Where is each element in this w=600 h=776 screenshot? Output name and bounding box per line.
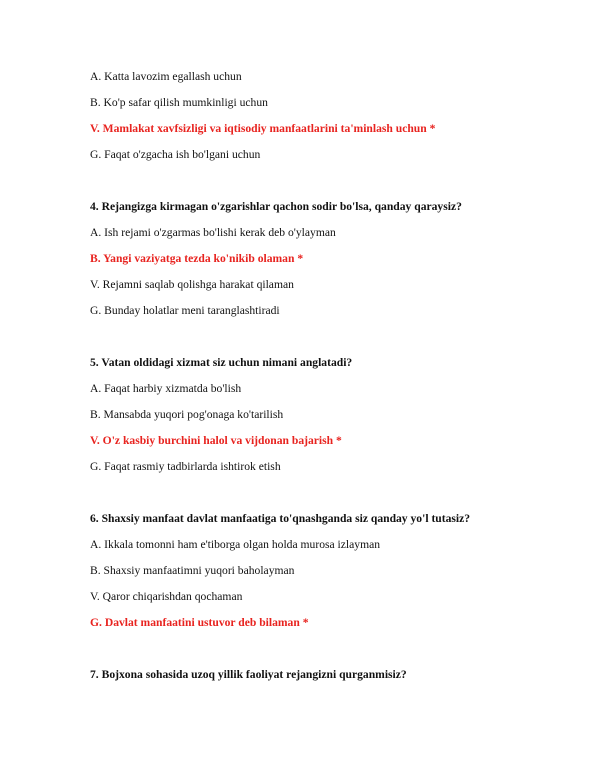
q7-question: 7. Bojxona sohasida uzoq yillik faoliyat rejangizni qurganmisiz?: [90, 668, 407, 681]
q4-option-g: G. Bunday holatlar meni taranglashtiradi: [90, 304, 280, 317]
q5-option-a: A. Faqat harbiy xizmatda bo'lish: [90, 382, 242, 395]
q3-option-b: B. Ko'p safar qilish mumkinligi uchun: [90, 96, 268, 109]
q4-option-a: A. Ish rejami o'zgarmas bo'lishi kerak deb o'ylayman: [90, 226, 336, 239]
q5-option-g: G. Faqat rasmiy tadbirlarda ishtirok etish: [90, 460, 281, 473]
q5-option-b: B. Mansabda yuqori pog'onaga ko'tarilish: [90, 408, 284, 421]
q6-option-b: B. Shaxsiy manfaatimni yuqori baholayman: [90, 564, 295, 577]
q3-option-v-correct: V. Mamlakat xavfsizligi va iqtisodiy manfaatlarini ta'minlash uchun *: [90, 122, 436, 135]
q6-option-a: A. Ikkala tomonni ham e'tiborga olgan holda murosa izlayman: [90, 538, 381, 551]
q4-option-b-correct: B. Yangi vaziyatga tezda ko'nikib olaman *: [90, 252, 304, 265]
q4-option-v: V. Rejamni saqlab qolishga harakat qilaman: [90, 278, 294, 291]
q4-question: 4. Rejangizga kirmagan o'zgarishlar qachon sodir bo'lsa, qanday qaraysiz?: [90, 200, 462, 213]
q5-question: 5. Vatan oldidagi xizmat siz uchun nimani anglatadi?: [90, 356, 353, 369]
q3-option-a: A. Katta lavozim egallash uchun: [90, 70, 242, 83]
q6-option-v: V. Qaror chiqarishdan qochaman: [90, 590, 243, 603]
q5-option-v-correct: V. O'z kasbiy burchini halol va vijdonan bajarish *: [90, 434, 342, 447]
q3-option-g: G. Faqat o'zgacha ish bo'lgani uchun: [90, 148, 261, 161]
q6-question: 6. Shaxsiy manfaat davlat manfaatiga to'qnashganda siz qanday yo'l tutasiz?: [90, 512, 471, 525]
q6-option-g-correct: G. Davlat manfaatini ustuvor deb bilaman *: [90, 616, 309, 629]
